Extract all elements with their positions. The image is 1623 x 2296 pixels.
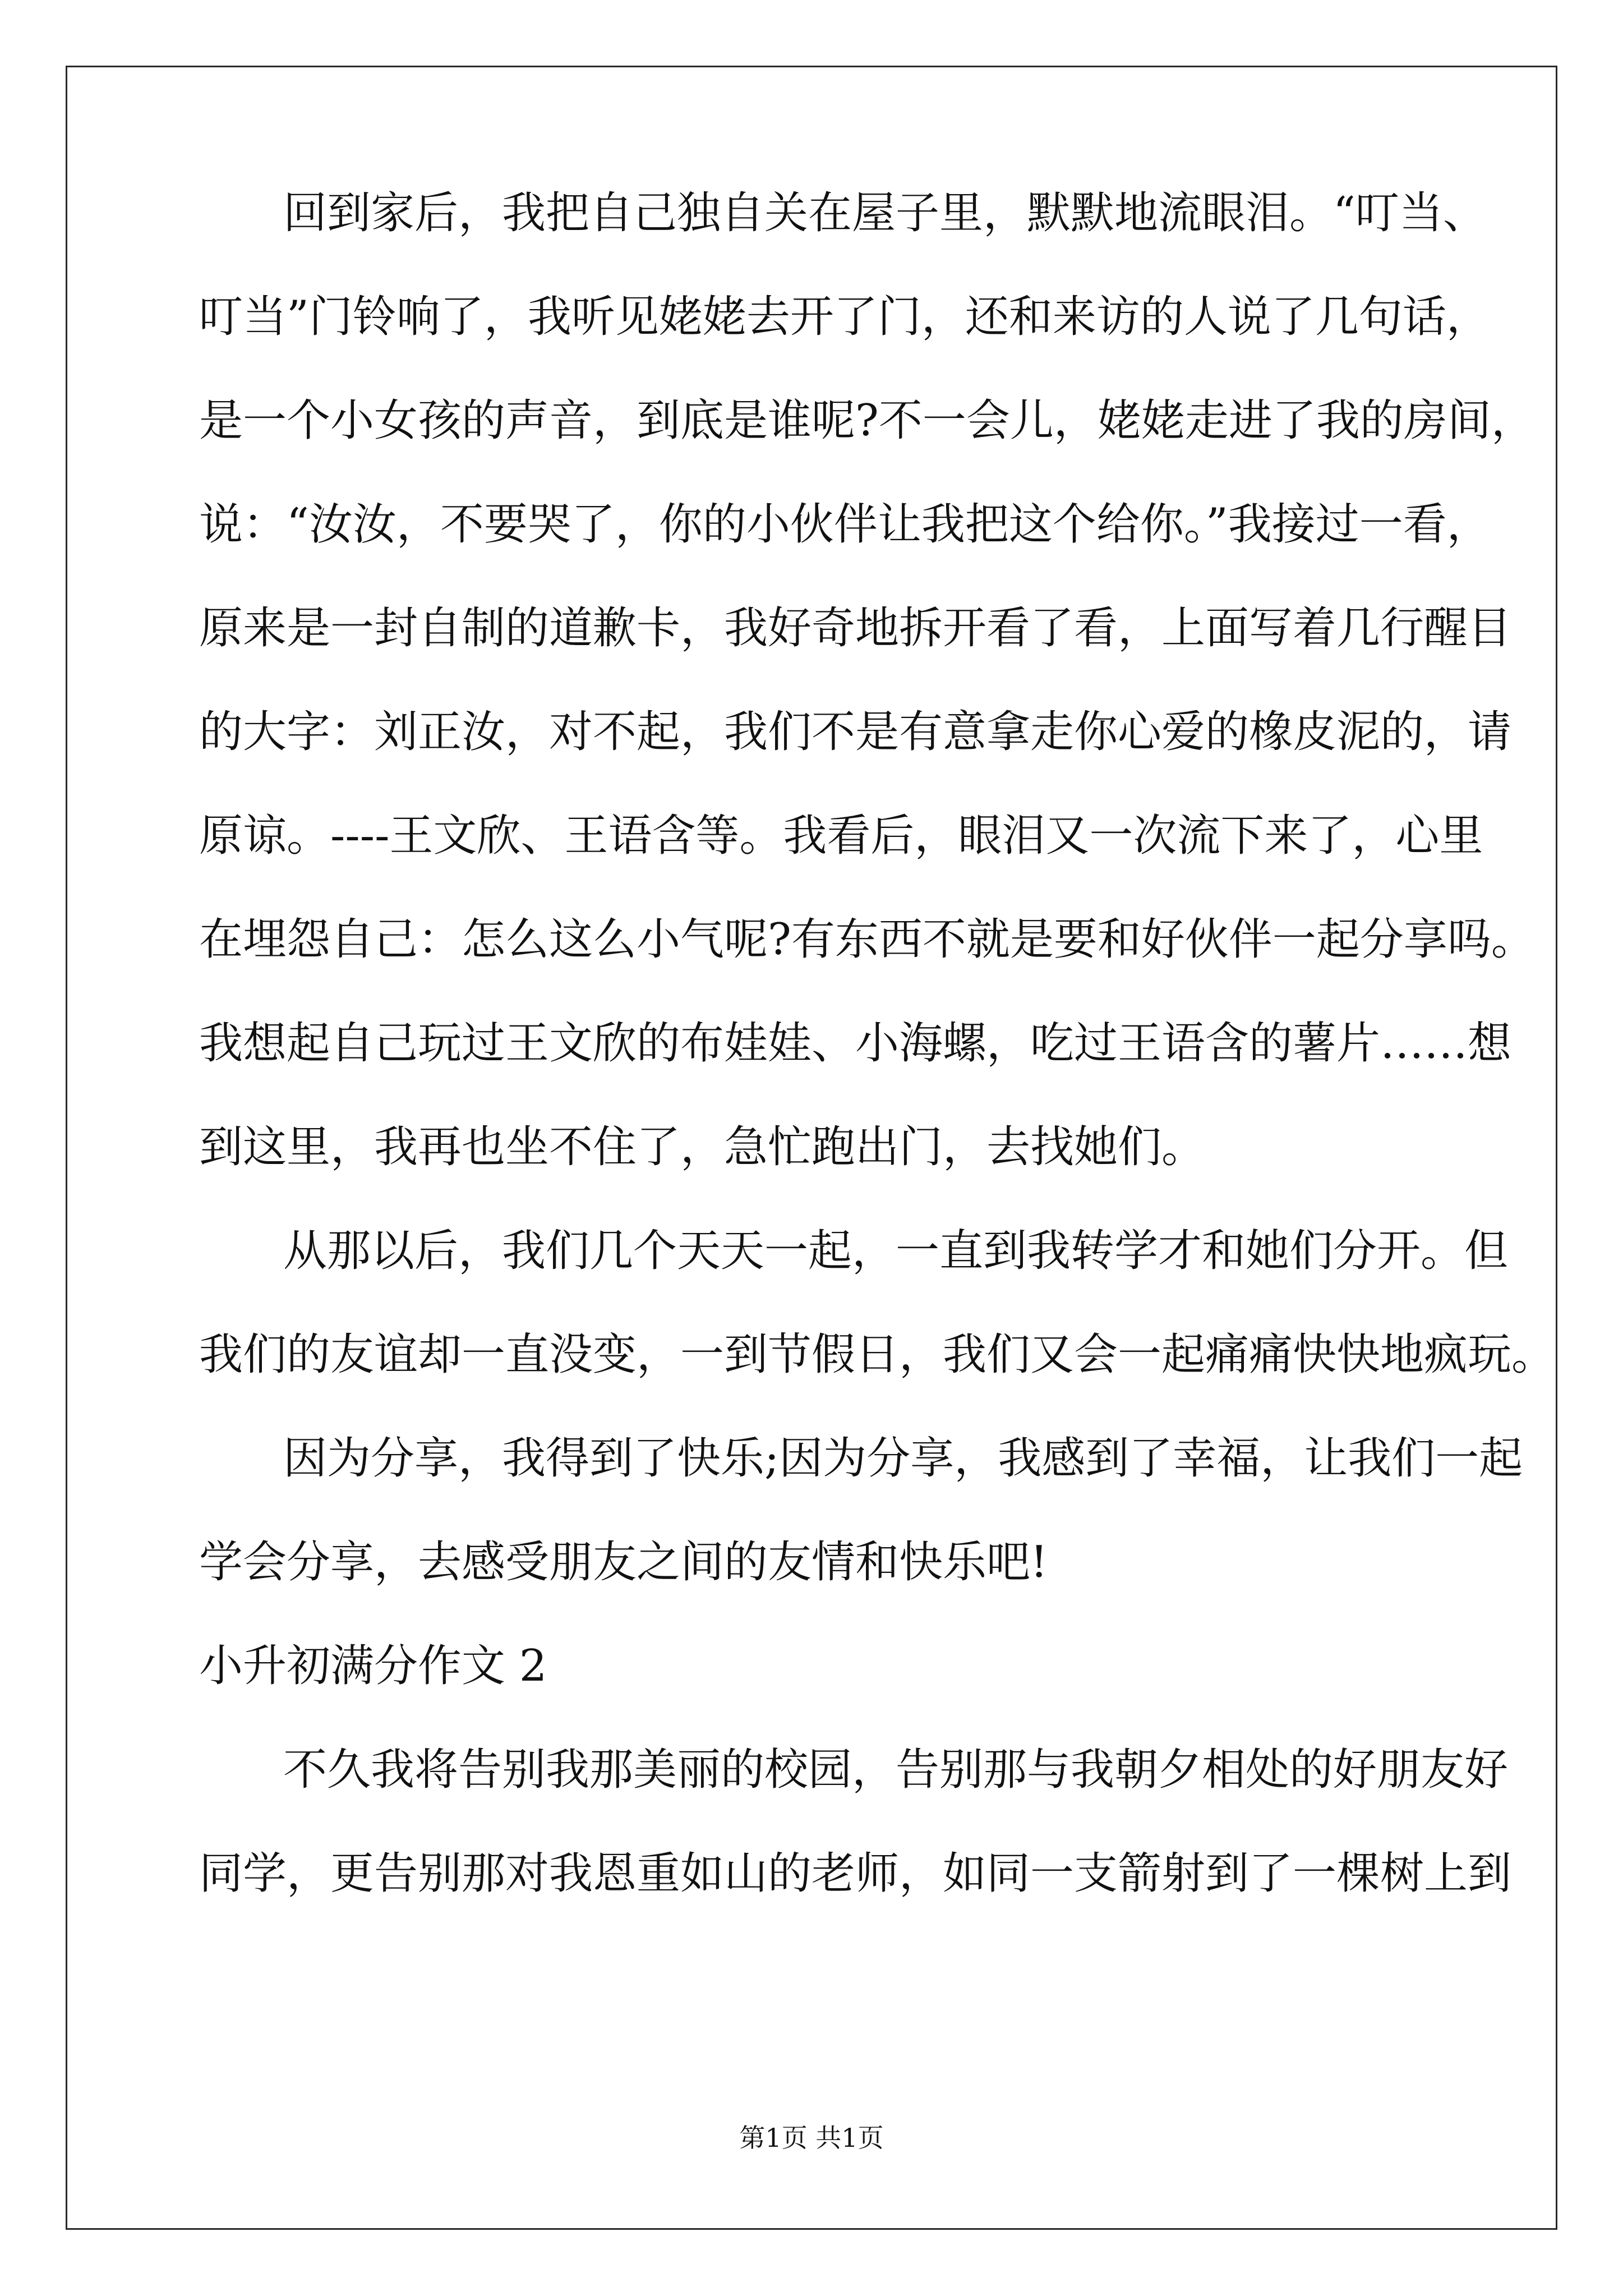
paragraph-line: 原谅。----王文欣、王语含等。我看后，眼泪又一次流下来了，心里 — [199, 811, 1483, 861]
paragraph-line: 我想起自己玩过王文欣的布娃娃、小海螺，吃过王语含的薯片……想 — [199, 1018, 1512, 1069]
paragraph-line: 我们的友谊却一直没变，一到节假日，我们又会一起痛痛快快地疯玩。 — [199, 1329, 1556, 1380]
paragraph-line: 叮当”门铃响了，我听见姥姥去开了门，还和来访的人说了几句话， — [199, 292, 1490, 342]
paragraph-line: 的大字：刘正汝，对不起，我们不是有意拿走你心爱的橡皮泥的，请 — [199, 707, 1512, 757]
paragraph-line: 不久我将告别我那美丽的校园，告别那与我朝夕相处的好朋友好 — [283, 1745, 1509, 1795]
paragraph-line: 从那以后，我们几个天天一起，一直到我转学才和她们分开。但 — [283, 1226, 1509, 1276]
section-title: 小升初满分作文 2 — [199, 1641, 547, 1691]
paragraph-line: 同学，更告别那对我恩重如山的老师，如同一支箭射到了一棵树上到 — [199, 1848, 1512, 1899]
paragraph-line: 学会分享，去感受朋友之间的友情和快乐吧! — [199, 1537, 1048, 1588]
paragraph-line: 因为分享，我得到了快乐;因为分享，我感到了幸福，让我们一起 — [283, 1433, 1523, 1484]
paragraph-line: 说：“汝汝，不要哭了，你的小伙伴让我把这个给你。”我接过一看， — [199, 499, 1491, 550]
paragraph-line: 回到家后，我把自己独自关在屋子里，默默地流眼泪。“叮当、 — [283, 188, 1487, 238]
page-footer: 第1页 共1页 — [739, 2123, 884, 2153]
paragraph-line: 在埋怨自己：怎么这么小气呢?有东西不就是要和好伙伴一起分享吗。 — [199, 914, 1535, 965]
paragraph-line: 到这里，我再也坐不住了，急忙跑出门，去找她们。 — [199, 1122, 1206, 1172]
paragraph-line: 原来是一封自制的道歉卡，我好奇地拆开看了看，上面写着几行醒目 — [199, 603, 1512, 654]
paragraph-line: 是一个小女孩的声音，到底是谁呢?不一会儿，姥姥走进了我的房间， — [199, 395, 1535, 446]
